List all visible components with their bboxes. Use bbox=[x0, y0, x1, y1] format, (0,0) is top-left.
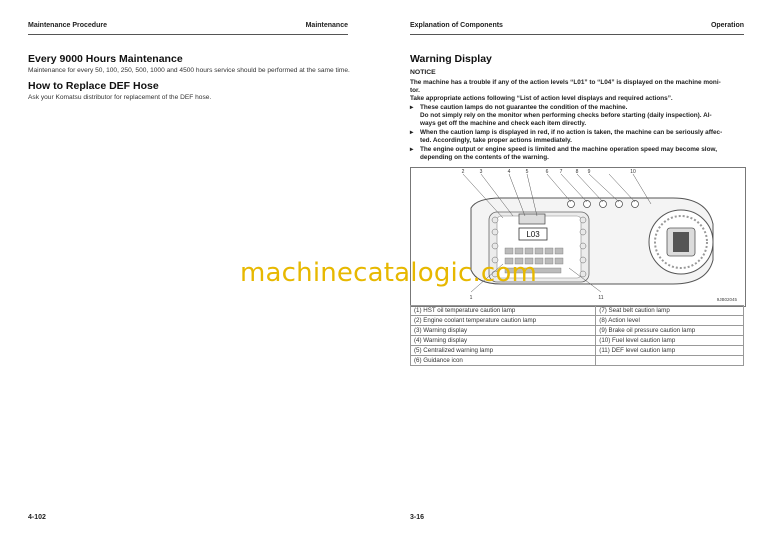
callout-5: 5 bbox=[525, 169, 529, 175]
legend-cell: (2) Engine coolant temperature caution lamp bbox=[411, 316, 596, 326]
left-page-number: 4-102 bbox=[28, 514, 46, 521]
watermark-text: machinecatalogic.com bbox=[240, 258, 538, 288]
legend-cell: (4) Warning display bbox=[411, 336, 596, 346]
callout-3: 3 bbox=[479, 169, 483, 175]
left-section-title: Every 9000 Hours Maintenance bbox=[28, 53, 183, 65]
callout-8: 8 bbox=[575, 169, 579, 175]
notice-line-2: tor. bbox=[410, 87, 420, 94]
warning-display-lamps bbox=[519, 214, 545, 224]
right-page-number: 3-16 bbox=[410, 514, 425, 521]
bullet-2-line-1: When the caution lamp is displayed in red, if no action is taken, the machine can be seriously affec- bbox=[420, 129, 723, 136]
figure-code: 9JB02045 bbox=[716, 297, 737, 302]
right-header-section: Operation bbox=[710, 22, 744, 29]
left-header-section: Maintenance bbox=[305, 22, 348, 29]
bullet-1-line-1: These caution lamps do not guarantee the condition of the machine. bbox=[420, 104, 628, 111]
table-row bbox=[411, 356, 744, 366]
table-row bbox=[411, 336, 744, 346]
legend-cell: (5) Centralized warning lamp bbox=[411, 346, 596, 356]
left-header-chapter: Maintenance Procedure bbox=[28, 22, 107, 29]
bullet-triangle-icon: ▸ bbox=[410, 146, 414, 153]
bullet-1-line-3: ways get off the machine and check each item directly. bbox=[420, 120, 587, 127]
bullet-triangle-icon: ▸ bbox=[410, 104, 414, 111]
legend-cell: (9) Brake oil pressure caution lamp bbox=[596, 326, 744, 336]
table-row bbox=[411, 326, 744, 336]
callout-7: 7 bbox=[559, 169, 563, 175]
bullet-item-3 bbox=[410, 146, 746, 162]
table-row bbox=[411, 316, 744, 326]
legend-cell: (3) Warning display bbox=[411, 326, 596, 336]
callout-4: 4 bbox=[507, 169, 511, 175]
left-subsection-text: Ask your Komatsu distributor for replacement of the DEF hose. bbox=[28, 94, 212, 101]
bullet-2-line-2: ted. Accordingly, take proper actions immediately. bbox=[420, 137, 572, 144]
right-section-title: Warning Display bbox=[410, 53, 492, 65]
bullet-3-line-1: The engine output or engine speed is limited and the machine operation speed may become slow, bbox=[420, 146, 717, 153]
legend-cell: (11) DEF level caution lamp bbox=[596, 346, 744, 356]
notice-line-3: Take appropriate actions following “List of action level displays and required actions”. bbox=[410, 95, 673, 102]
callout-9: 9 bbox=[587, 169, 591, 175]
component-legend-table bbox=[410, 305, 744, 366]
table-row bbox=[411, 306, 744, 316]
right-header-chapter: Explanation of Components bbox=[410, 22, 503, 29]
legend-cell: (10) Fuel level caution lamp bbox=[596, 336, 744, 346]
callout-2: 2 bbox=[461, 169, 465, 175]
left-header-rule bbox=[28, 34, 348, 35]
legend-cell: (7) Seat belt caution lamp bbox=[596, 306, 744, 316]
right-header-rule bbox=[410, 34, 744, 35]
notice-label: NOTICE bbox=[410, 69, 436, 76]
callout-6: 6 bbox=[545, 169, 549, 175]
bullet-3-line-2: depending on the contents of the warning. bbox=[420, 154, 549, 161]
left-section-text: Maintenance for every 50, 100, 250, 500, 1000 and 4500 hours service should be performed at the same time. bbox=[28, 67, 350, 74]
callout-10: 10 bbox=[630, 169, 636, 175]
callout-1: 1 bbox=[469, 295, 473, 301]
bullet-1-line-2: Do not simply rely on the monitor when performing checks before starting (daily inspection). Al- bbox=[420, 112, 712, 119]
legend-cell: (1) HST oil temperature caution lamp bbox=[411, 306, 596, 316]
notice-line-1: The machine has a trouble if any of the action levels “L01” to “L04” is displayed on the machine moni- bbox=[410, 79, 721, 86]
legend-cell: (6) Guidance icon bbox=[411, 356, 596, 366]
action-level-code: L03 bbox=[526, 230, 540, 239]
left-subsection-title: How to Replace DEF Hose bbox=[28, 80, 159, 92]
legend-cell bbox=[596, 356, 744, 366]
bullet-triangle-icon: ▸ bbox=[410, 129, 414, 136]
table-row bbox=[411, 346, 744, 356]
legend-cell: (8) Action level bbox=[596, 316, 744, 326]
bullet-item-1 bbox=[410, 104, 746, 128]
callout-11: 11 bbox=[598, 295, 604, 301]
bullet-item-2 bbox=[410, 129, 746, 145]
